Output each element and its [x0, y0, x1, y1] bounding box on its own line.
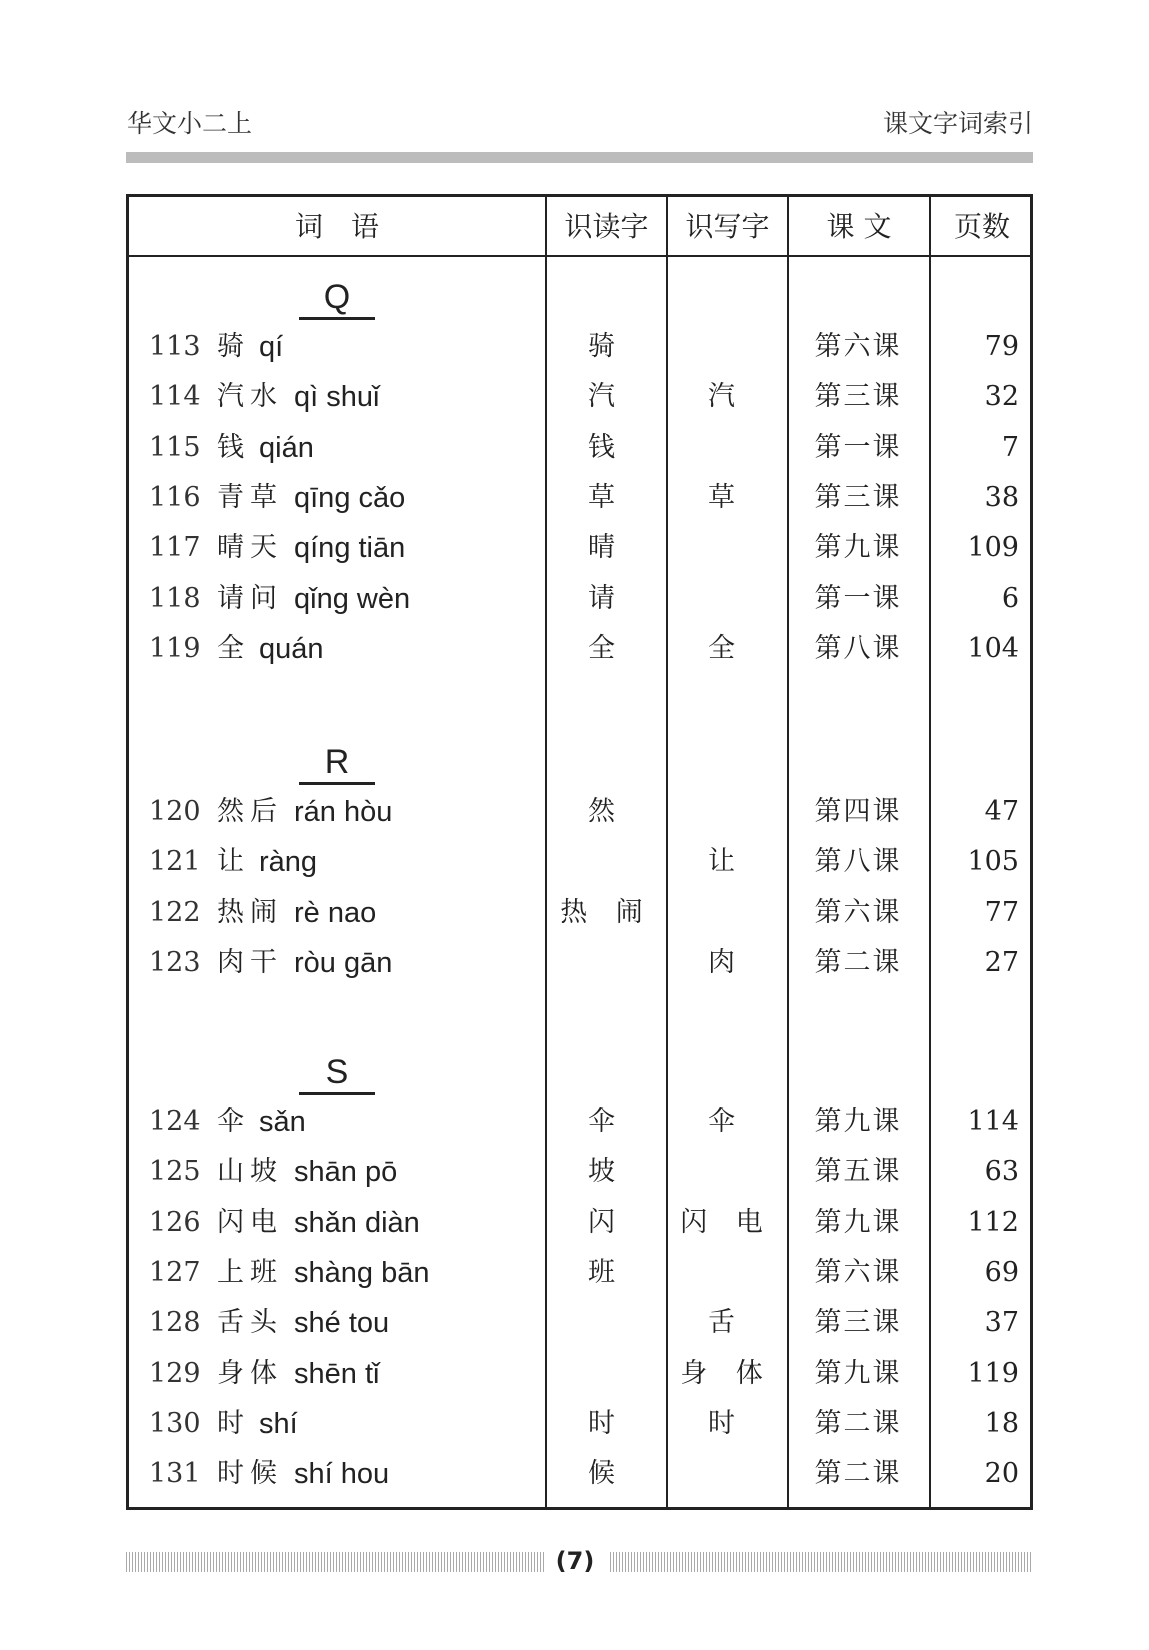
table-row [129, 624, 1030, 674]
entry-pinyin: qì shuǐ [294, 381, 380, 414]
page: 114 [967, 1106, 1019, 1137]
read-char: 时 [588, 1407, 625, 1439]
entry-word: 晴天 [217, 532, 283, 564]
entry-word: 让 [217, 846, 250, 878]
entry-number: 125 [149, 1156, 201, 1188]
lesson: 第一课 [814, 582, 902, 614]
entry-word: 请问 [217, 582, 283, 614]
lesson: 第六课 [814, 331, 902, 362]
read-char: 伞 [588, 1106, 625, 1137]
entry-number: 123 [149, 946, 201, 978]
table-row [129, 1198, 1030, 1248]
section-letter: Q [299, 277, 375, 320]
lesson: 第二课 [814, 1458, 902, 1490]
lesson: 第一课 [814, 431, 902, 463]
entry-word: 时 [217, 1407, 250, 1439]
header-read-chars: 识读字 [564, 210, 649, 243]
table-row [129, 322, 1030, 372]
lesson: 第三课 [814, 481, 902, 513]
page: 32 [984, 381, 1019, 413]
entry-pinyin: rè nao [294, 896, 377, 929]
lesson: 第九课 [814, 1357, 902, 1389]
entry-pinyin: qíng tiān [294, 532, 406, 565]
entry-number: 127 [149, 1256, 201, 1288]
read-char: 坡 [588, 1156, 625, 1188]
read-char: 热 闹 [560, 896, 653, 928]
lesson: 第二课 [814, 946, 902, 978]
entry-number: 115 [149, 431, 201, 463]
entry-pinyin: qīng cǎo [294, 481, 406, 514]
lesson: 第四课 [814, 796, 902, 827]
section-letter: S [299, 1052, 375, 1095]
entry-word: 热闹 [217, 896, 283, 928]
entry-pinyin: shí hou [294, 1458, 390, 1491]
entry-number: 119 [149, 632, 201, 664]
table-row [129, 1248, 1030, 1298]
page: 119 [967, 1357, 1019, 1389]
entry-pinyin: qián [259, 431, 314, 464]
footer-rule-right [610, 1552, 1033, 1572]
lesson: 第九课 [814, 532, 902, 564]
entry-word: 然后 [217, 796, 283, 827]
entry-pinyin: rán hòu [294, 796, 393, 828]
entry-number: 124 [149, 1106, 201, 1137]
entry-pinyin: shí [259, 1407, 298, 1440]
lesson: 第五课 [814, 1156, 902, 1188]
entry-word: 青草 [217, 481, 283, 513]
lesson: 第二课 [814, 1407, 902, 1439]
entry-pinyin: shé tou [294, 1307, 390, 1340]
entry-number: 122 [149, 896, 201, 928]
entry-word: 身体 [217, 1357, 283, 1389]
page: 20 [984, 1458, 1019, 1490]
header-divider [126, 152, 1033, 163]
read-char: 晴 [588, 532, 625, 564]
entry-number: 118 [149, 582, 201, 614]
page: 27 [984, 946, 1019, 978]
lesson: 第六课 [814, 1256, 902, 1288]
entry-number: 117 [149, 532, 201, 564]
page: 7 [1001, 431, 1019, 463]
lesson: 第三课 [814, 381, 902, 413]
entry-pinyin: shàng bān [294, 1256, 430, 1289]
read-char: 草 [588, 481, 625, 513]
table-row [129, 1147, 1030, 1197]
write-char: 全 [708, 632, 745, 664]
entry-number: 116 [149, 481, 201, 513]
entry-number: 131 [149, 1458, 201, 1490]
entry-pinyin: ràng [259, 846, 318, 879]
entry-word: 闪电 [217, 1206, 283, 1238]
page: 69 [984, 1256, 1019, 1288]
page-number: (7) [555, 1547, 595, 1575]
read-char: 闪 [588, 1206, 625, 1238]
entry-pinyin: shēn tǐ [294, 1357, 380, 1390]
write-char: 身 体 [680, 1357, 773, 1389]
page: 79 [984, 331, 1019, 362]
lesson: 第八课 [814, 846, 902, 878]
page: 47 [984, 796, 1019, 827]
write-char: 闪 电 [680, 1206, 773, 1238]
entry-number: 128 [149, 1307, 201, 1339]
page: 18 [984, 1407, 1019, 1439]
write-char: 舌 [708, 1307, 745, 1339]
table-row [129, 523, 1030, 573]
footer-rule-left [126, 1552, 546, 1572]
table-row [129, 473, 1030, 523]
lesson: 第六课 [814, 896, 902, 928]
header-page: 页数 [953, 210, 1010, 243]
write-char: 伞 [708, 1106, 745, 1137]
header-divider-line [129, 255, 1030, 257]
read-char: 班 [588, 1256, 625, 1288]
entry-number: 129 [149, 1357, 201, 1389]
lesson: 第八课 [814, 632, 902, 664]
read-char: 然 [588, 796, 625, 827]
entry-pinyin: sǎn [259, 1106, 306, 1138]
table-row [129, 1399, 1030, 1449]
read-char: 请 [588, 582, 625, 614]
table-row [129, 372, 1030, 422]
read-char: 钱 [588, 431, 625, 463]
entry-number: 114 [149, 381, 201, 413]
entry-pinyin: quán [259, 632, 324, 665]
entry-pinyin: shān pō [294, 1156, 398, 1189]
page: 105 [967, 846, 1019, 878]
header-words: 词 语 [294, 210, 379, 243]
entry-word: 汽水 [217, 381, 283, 413]
header-lesson: 课 文 [826, 210, 892, 243]
table-row [129, 574, 1030, 624]
page: 6 [1001, 582, 1019, 614]
lesson: 第九课 [814, 1106, 902, 1137]
section-title: 课文字词索引 [882, 109, 1033, 138]
write-char: 让 [708, 846, 745, 878]
lesson: 第三课 [814, 1307, 902, 1339]
entry-word: 上班 [217, 1256, 283, 1288]
table-row [129, 423, 1030, 473]
entry-word: 时候 [217, 1458, 283, 1490]
entry-word: 骑 [217, 331, 250, 362]
entry-word: 肉干 [217, 946, 283, 978]
table-row [129, 837, 1030, 887]
entry-word: 山坡 [217, 1156, 283, 1188]
entry-word: 舌头 [217, 1307, 283, 1339]
page: 37 [984, 1307, 1019, 1339]
entry-pinyin: ròu gān [294, 946, 393, 979]
entry-number: 126 [149, 1206, 201, 1238]
write-char: 时 [708, 1407, 745, 1439]
lesson: 第九课 [814, 1206, 902, 1238]
header-write-chars: 识写字 [685, 210, 770, 243]
entry-number: 113 [149, 331, 201, 362]
read-char: 汽 [588, 381, 625, 413]
entry-number: 130 [149, 1407, 201, 1439]
table-row [129, 1449, 1030, 1499]
write-char: 汽 [708, 381, 745, 413]
section-letter: R [299, 742, 375, 785]
page: 112 [967, 1206, 1019, 1238]
entry-number: 120 [149, 796, 201, 827]
entry-word: 钱 [217, 431, 250, 463]
read-char: 候 [588, 1458, 625, 1490]
entry-pinyin: shǎn diàn [294, 1206, 420, 1239]
read-char: 骑 [588, 331, 625, 362]
page: 63 [984, 1156, 1019, 1188]
page: 109 [967, 532, 1019, 564]
table-row [129, 1097, 1030, 1147]
entry-pinyin: qǐng wèn [294, 582, 411, 615]
table-row [129, 938, 1030, 988]
entry-pinyin: qí [259, 331, 284, 363]
write-char: 肉 [708, 946, 745, 978]
page: 77 [984, 896, 1019, 928]
entry-word: 伞 [217, 1106, 250, 1137]
table-row [129, 787, 1030, 837]
entry-number: 121 [149, 846, 201, 878]
book-title: 华文小二上 [127, 109, 253, 138]
table-row [129, 888, 1030, 938]
read-char: 全 [588, 632, 625, 664]
write-char: 草 [708, 481, 745, 513]
table-row [129, 1349, 1030, 1399]
table-row [129, 1298, 1030, 1348]
index-table [126, 194, 1033, 1510]
page: 38 [984, 481, 1019, 513]
entry-word: 全 [217, 632, 250, 664]
page: 104 [967, 632, 1019, 664]
